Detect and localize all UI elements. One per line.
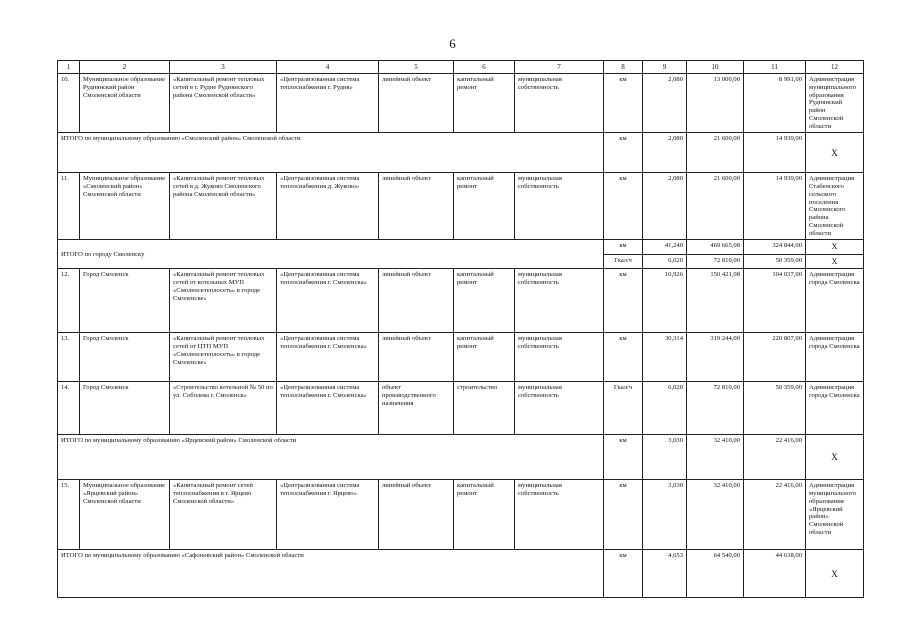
customer-cell: Администрация муниципального образования Руднянский район Смоленской области	[806, 74, 864, 133]
heat-system-cell: «Централизованная система теплоснабжения г. Смоленска»	[277, 333, 379, 382]
financing-cell: 104 037,00	[744, 269, 806, 333]
object-kind-cell: линейный объект	[379, 333, 454, 382]
heat-system-cell: «Централизованная система теплоснабжения г. Смоленска»	[277, 382, 379, 435]
unit-cell: км	[604, 333, 643, 382]
quantity-cell: 4,653	[643, 550, 687, 598]
cost-cell: 319 244,00	[687, 333, 744, 382]
column-number-cell: 9	[643, 61, 687, 74]
ownership-cell: муниципальная собственность	[515, 382, 604, 435]
work-type-cell: капитальный ремонт	[454, 173, 515, 240]
table-row	[58, 333, 864, 382]
financing-cell: 50 359,00	[744, 382, 806, 435]
unit-cell: Гкал/ч	[604, 382, 643, 435]
unit-cell: км	[604, 240, 643, 254]
x-mark-cell: X	[806, 133, 864, 173]
quantity-cell: 41,240	[643, 240, 687, 254]
row-number-cell: 10.	[58, 74, 80, 133]
table-row	[58, 382, 864, 435]
unit-cell: км	[604, 435, 643, 480]
ownership-cell: муниципальная собственность	[515, 74, 604, 133]
row-number-cell: 12.	[58, 269, 80, 333]
object-kind-cell: линейный объект	[379, 173, 454, 240]
table-row	[58, 173, 864, 240]
heat-system-cell: «Централизованная система теплоснабжения г. Ярцево»	[277, 480, 379, 550]
heat-system-cell: «Централизованная система теплоснабжения г. Рудня»	[277, 74, 379, 133]
column-number-cell: 10	[687, 61, 744, 74]
municipality-cell: Муниципальное образование Руднянский район Смоленской области	[80, 74, 170, 133]
quantity-cell: 10,926	[643, 269, 687, 333]
x-mark-cell: X	[806, 254, 864, 268]
column-number-cell: 12	[806, 61, 864, 74]
row-number-cell: 13.	[58, 333, 80, 382]
financing-cell: 14 939,00	[744, 133, 806, 173]
subtotal-row	[58, 550, 864, 598]
municipality-cell: Город Смоленск	[80, 333, 170, 382]
column-number-cell: 6	[454, 61, 515, 74]
customer-cell: Администрация муниципального образования «Ярцевский район» Смоленской области	[806, 480, 864, 550]
municipality-cell: Муниципальное образование «Смоленский район» Смоленской области	[80, 173, 170, 240]
cost-cell: 64 540,00	[687, 550, 744, 598]
column-number-cell: 7	[515, 61, 604, 74]
cost-cell: 32 410,00	[687, 435, 744, 480]
work-type-cell: капитальный ремонт	[454, 480, 515, 550]
cost-cell: 72 810,00	[687, 382, 744, 435]
customer-cell: Администрация города Смоленска	[806, 269, 864, 333]
column-number-cell: 3	[170, 61, 277, 74]
customer-cell: Администрация города Смоленска	[806, 333, 864, 382]
column-number-cell: 4	[277, 61, 379, 74]
ownership-cell: муниципальная собственность	[515, 480, 604, 550]
x-mark-cell: X	[806, 240, 864, 254]
object-name-cell: «Капитальный ремонт сетей теплоснабжения в г. Ярцево Смоленской области»	[170, 480, 277, 550]
work-type-cell: капитальный ремонт	[454, 333, 515, 382]
ownership-cell: муниципальная собственность	[515, 333, 604, 382]
table-row	[58, 74, 864, 133]
municipality-cell: Город Смоленск	[80, 269, 170, 333]
header-row	[58, 61, 864, 74]
financing-cell: 22 416,00	[744, 480, 806, 550]
customer-cell: Администрация города Смоленска	[806, 382, 864, 435]
subtotal-row	[58, 133, 864, 173]
cost-cell: 32 410,00	[687, 480, 744, 550]
cost-cell: 21 600,00	[687, 133, 744, 173]
municipality-cell: Город Смоленск	[80, 382, 170, 435]
object-name-cell: «Капитальный ремонт тепловых сетей в д. Жуково Смоленского района Смоленской области»	[170, 173, 277, 240]
object-kind-cell: линейный объект	[379, 480, 454, 550]
x-mark-cell: X	[806, 435, 864, 480]
cost-cell: 13 000,00	[687, 74, 744, 133]
financing-cell: 220 807,00	[744, 333, 806, 382]
unit-cell: км	[604, 480, 643, 550]
subtotal-label-cell: ИТОГО по городу Смоленску	[58, 240, 604, 269]
subtotal-label-cell: ИТОГО по муниципальному образованию «Ярцевский район» Смоленской области	[58, 435, 604, 480]
cost-cell: 150 421,08	[687, 269, 744, 333]
table-row	[58, 480, 864, 550]
quantity-cell: 2,080	[643, 173, 687, 240]
financing-cell: 22 416,00	[744, 435, 806, 480]
subtotal-row	[58, 435, 864, 480]
table-row	[58, 269, 864, 333]
column-number-cell: 8	[604, 61, 643, 74]
row-number-cell: 11.	[58, 173, 80, 240]
unit-cell: км	[604, 173, 643, 240]
column-number-cell: 1	[58, 61, 80, 74]
unit-cell: км	[604, 550, 643, 598]
heat-system-cell: «Централизованная система теплоснабжения д. Жуково»	[277, 173, 379, 240]
financing-cell: 324 844,00	[744, 240, 806, 254]
financing-cell: 14 939,00	[744, 173, 806, 240]
heat-system-cell: «Централизованная система теплоснабжения г. Смоленска»	[277, 269, 379, 333]
object-name-cell: «Капитальный ремонт тепловых сетей в г. Рудне Руднянского района Смоленской области»	[170, 74, 277, 133]
column-number-cell: 11	[744, 61, 806, 74]
x-mark-cell: X	[806, 550, 864, 598]
page-number: 6	[449, 36, 456, 51]
object-kind-cell: линейный объект	[379, 74, 454, 133]
object-kind-cell: объект производственного назначения	[379, 382, 454, 435]
unit-cell: км	[604, 269, 643, 333]
quantity-cell: 6,020	[643, 382, 687, 435]
municipality-cell: Муниципальное образование «Ярцевский район» Смоленской области	[80, 480, 170, 550]
subtotal-label-cell: ИТОГО по муниципальному образованию «Сафоновский район» Смоленской области	[58, 550, 604, 598]
financing-cell: 8 991,00	[744, 74, 806, 133]
unit-cell: км	[604, 133, 643, 173]
quantity-cell: 3,030	[643, 435, 687, 480]
object-name-cell: «Строительство котельной № 50 по ул. Соболева г. Смоленск»	[170, 382, 277, 435]
ownership-cell: муниципальная собственность	[515, 173, 604, 240]
work-type-cell: строительство	[454, 382, 515, 435]
unit-cell: км	[604, 74, 643, 133]
cost-cell: 469 665,08	[687, 240, 744, 254]
quantity-cell: 2,080	[643, 133, 687, 173]
row-number-cell: 15.	[58, 480, 80, 550]
quantity-cell: 6,020	[643, 254, 687, 268]
financing-cell: 44 638,00	[744, 550, 806, 598]
unit-cell: Гкал/ч	[604, 254, 643, 268]
quantity-cell: 2,080	[643, 74, 687, 133]
quantity-cell: 3,030	[643, 480, 687, 550]
object-kind-cell: линейный объект	[379, 269, 454, 333]
customer-cell: Администрация Стабенского сельского поселения Смоленского района Смоленской области	[806, 173, 864, 240]
data-table	[57, 60, 864, 598]
cost-cell: 72 810,00	[687, 254, 744, 268]
financing-cell: 50 359,00	[744, 254, 806, 268]
quantity-cell: 30,314	[643, 333, 687, 382]
subtotal-row	[58, 240, 864, 254]
work-type-cell: капитальный ремонт	[454, 269, 515, 333]
column-number-cell: 2	[80, 61, 170, 74]
column-number-cell: 5	[379, 61, 454, 74]
object-name-cell: «Капитальный ремонт тепловых сетей от котельных МУП «Смоленсктеплосеть» в городе Смоленске»	[170, 269, 277, 333]
cost-cell: 21 600,00	[687, 173, 744, 240]
subtotal-label-cell: ИТОГО по муниципальному образованию «Смоленский район» Смоленской области	[58, 133, 604, 173]
row-number-cell: 14.	[58, 382, 80, 435]
work-type-cell: капитальный ремонт	[454, 74, 515, 133]
ownership-cell: муниципальная собственность	[515, 269, 604, 333]
object-name-cell: «Капитальный ремонт тепловых сетей от ЦТП МУП «Смоленсктеплосеть» в городе Смоленске»	[170, 333, 277, 382]
